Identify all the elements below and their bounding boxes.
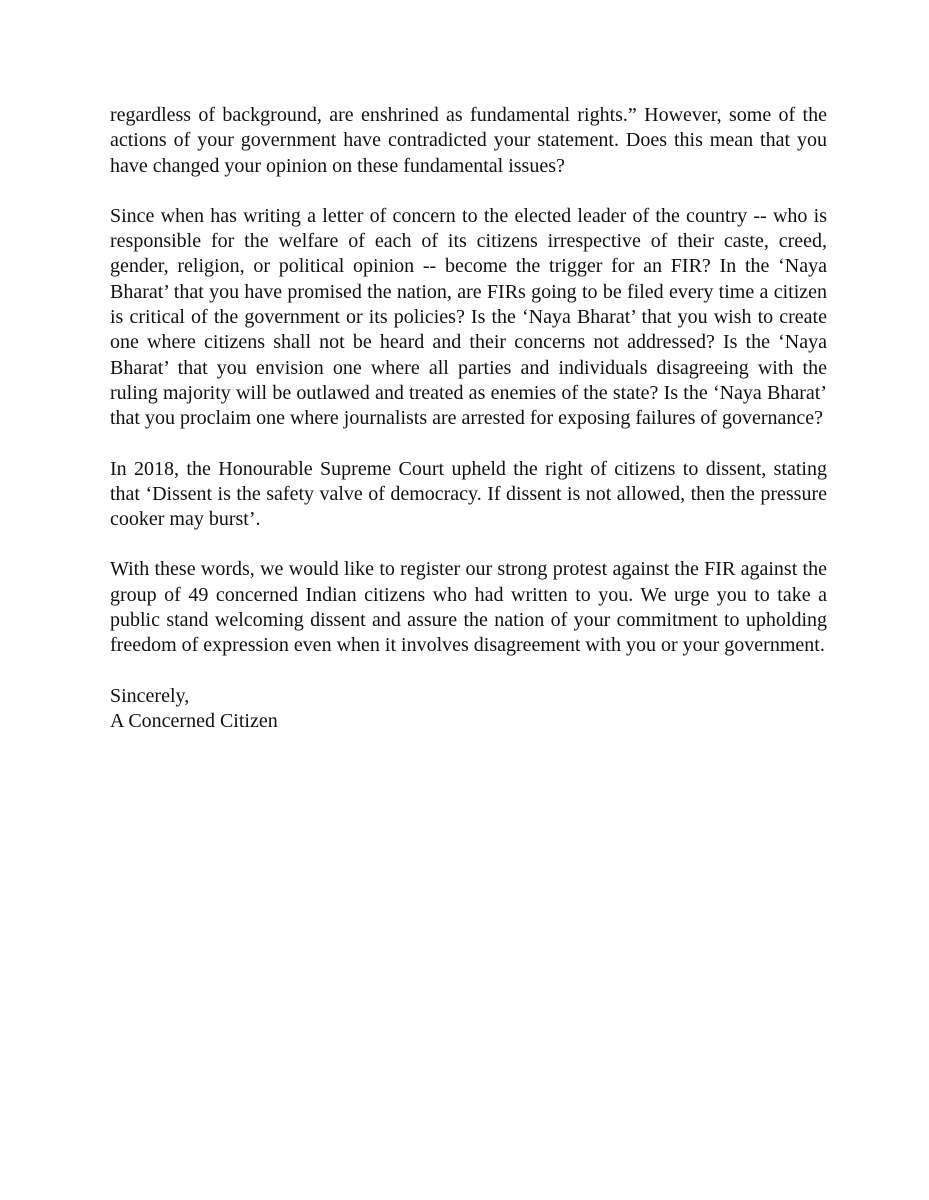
letter-paragraph-4: With these words, we would like to register our strong protest against the FIR against the group of 49 concerned Indian citizens who had written to you. We urge you to take a public stand welcoming dissent and assure the nation of your commitment to upholding freedom of expression even when it involves disagreement with you or your government. (110, 558, 827, 657)
letter-closing (110, 684, 827, 735)
letter-paragraph-2: Since when has writing a letter of concern to the elected leader of the country -- who is responsible for the welfare of each of its citizens irrespective of their caste, creed, gender, religion, or political opinion -- become the trigger for an FIR? In the ‘Naya Bharat’ that you have promised the nation, are FIRs going to be filed every time a citizen is critical of the government or its policies? Is the ‘Naya Bharat’ that you wish to create one where citizens shall not be heard and their concerns not addressed? Is the ‘Naya Bharat’ that you envision one where all parties and individuals disagreeing with the ruling majority will be outlawed and treated as enemies of the state? Is the ‘Naya Bharat’ that you proclaim one where journalists are arrested for exposing failures of governance? (110, 204, 827, 430)
letter-paragraph-1: regardless of background, are enshrined as fundamental rights.” However, some of the actions of your government have contradicted your statement. Does this mean that you have changed your opinion on these fundamental issues? (110, 104, 827, 177)
letter-paragraph-3: In 2018, the Honourable Supreme Court upheld the right of citizens to dissent, stating that ‘Dissent is the safety valve of democracy. If dissent is not allowed, then the pressure cooker may burst’. (110, 457, 827, 531)
closing-salutation: Sincerely, (110, 684, 190, 707)
closing-signature: A Concerned Citizen (110, 709, 278, 732)
letter-page (110, 103, 827, 734)
